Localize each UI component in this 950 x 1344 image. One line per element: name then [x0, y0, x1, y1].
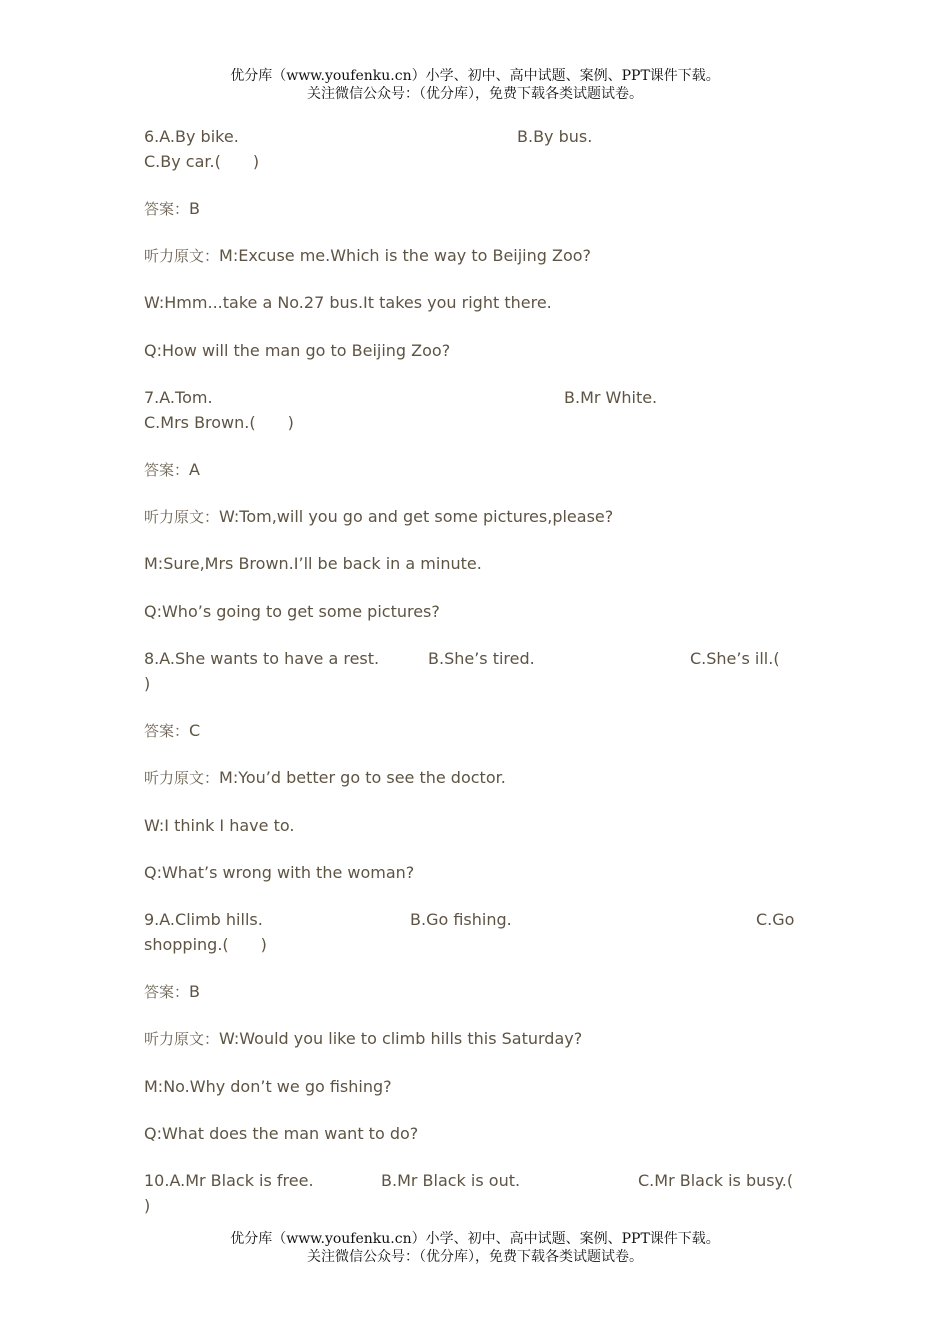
q6-transcript-1 — [144, 245, 591, 267]
page-footer — [0, 1230, 950, 1266]
transcript-label: 听力原文： — [144, 247, 220, 265]
q7-transcript-line: W:Tom,will you go and get some pictures,please? — [219, 507, 614, 526]
q6-question: Q:How will the man go to Beijing Zoo? — [144, 341, 451, 360]
q6-transcript-2: W:Hmm...take a No.27 bus.It takes you right there. — [144, 293, 552, 312]
header-line-1: 优分库（www.youfenku.cn）小学、初中、高中试题、案例、PPT课件下载。 — [230, 68, 720, 84]
q9-question: Q:What does the man want to do? — [144, 1124, 419, 1143]
q9-option-c-cont: shopping.( ) — [144, 935, 267, 954]
q8-option-c-close: ) — [144, 674, 151, 693]
q9-option-b: B.Go fishing. — [410, 910, 512, 929]
q8-option-b: B.She’s tired. — [428, 649, 535, 668]
q10-option-c: C.Mr Black is busy.( — [638, 1171, 794, 1190]
q6-transcript-line: M:Excuse me.Which is the way to Beijing Zoo? — [219, 246, 592, 265]
q7-option-a: 7.A.Tom. — [144, 388, 213, 407]
q10-option-b: B.Mr Black is out. — [381, 1171, 521, 1190]
q6-option-c: C.By car.( ) — [144, 152, 260, 171]
q9-transcript-2: M:No.Why don’t we go fishing? — [144, 1077, 392, 1096]
q8-option-a: 8.A.She wants to have a rest. — [144, 649, 380, 668]
q10-option-a: 10.A.Mr Black is free. — [144, 1171, 314, 1190]
q6-option-b: B.By bus. — [517, 127, 593, 146]
answer-label: 答案： — [144, 722, 190, 740]
q8-option-c: C.She’s ill.( — [690, 649, 780, 668]
q7-answer-value: A — [189, 460, 200, 479]
page-header — [0, 67, 950, 103]
q8-transcript-1 — [144, 767, 506, 789]
q9-answer — [144, 981, 200, 1003]
q8-answer-value: C — [189, 721, 201, 740]
footer-line-1: 优分库（www.youfenku.cn）小学、初中、高中试题、案例、PPT课件下载。 — [230, 1231, 720, 1247]
q7-answer — [144, 459, 200, 481]
q6-answer — [144, 198, 200, 220]
q8-answer — [144, 720, 200, 742]
q7-transcript-1 — [144, 506, 613, 528]
footer-line-2: 关注微信公众号：（优分库），免费下载各类试题试卷。 — [307, 1249, 643, 1265]
q9-option-c: C.Go — [756, 910, 795, 929]
q7-option-c: C.Mrs Brown.( ) — [144, 413, 294, 432]
q6-answer-value: B — [189, 199, 200, 218]
q7-question: Q:Who’s going to get some pictures? — [144, 602, 440, 621]
q9-option-a: 9.A.Climb hills. — [144, 910, 263, 929]
q6-option-a: 6.A.By bike. — [144, 127, 239, 146]
q8-transcript-line: M:You’d better go to see the doctor. — [219, 768, 506, 787]
q8-question: Q:What’s wrong with the woman? — [144, 863, 415, 882]
q8-transcript-2: W:I think I have to. — [144, 816, 295, 835]
transcript-label: 听力原文： — [144, 769, 220, 787]
transcript-label: 听力原文： — [144, 508, 220, 526]
q10-option-c-close: ) — [144, 1196, 151, 1215]
q9-transcript-line: W:Would you like to climb hills this Saturday? — [219, 1029, 583, 1048]
q7-option-b: B.Mr White. — [564, 388, 658, 407]
answer-label: 答案： — [144, 983, 190, 1001]
header-line-2: 关注微信公众号：（优分库），免费下载各类试题试卷。 — [307, 86, 643, 102]
q7-transcript-2: M:Sure,Mrs Brown.I’ll be back in a minute. — [144, 554, 482, 573]
q9-answer-value: B — [189, 982, 200, 1001]
answer-label: 答案： — [144, 200, 190, 218]
transcript-label: 听力原文： — [144, 1030, 220, 1048]
q9-transcript-1 — [144, 1028, 582, 1050]
answer-label: 答案： — [144, 461, 190, 479]
